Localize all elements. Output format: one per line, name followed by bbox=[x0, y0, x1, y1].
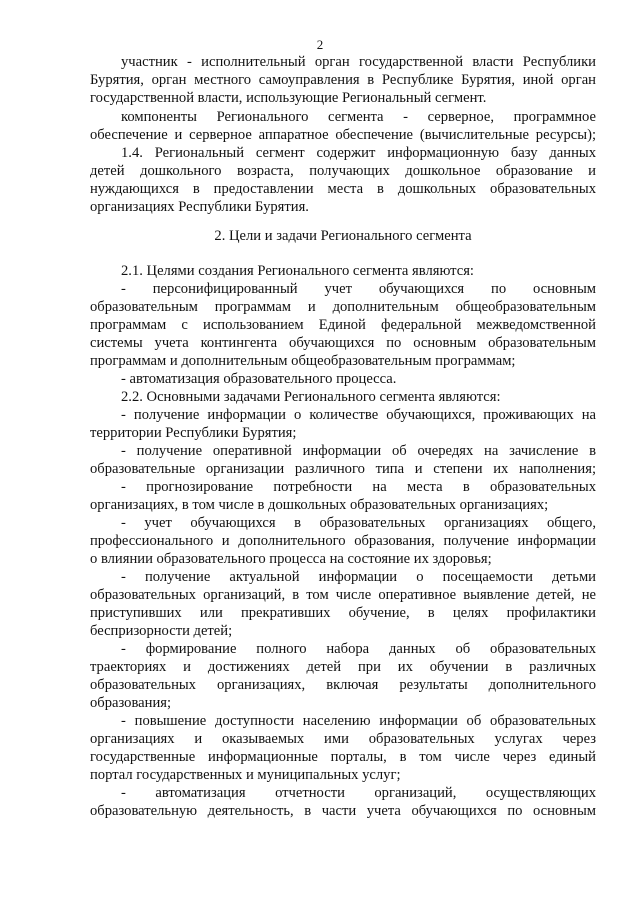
text-line: образовательную деятельность, в части учета обучающихся по основным bbox=[90, 803, 596, 819]
section-heading: 2. Цели и задачи Регионального сегмента bbox=[214, 228, 472, 244]
text-line: программам с использованием Единой федеральной межведомственной bbox=[90, 317, 596, 333]
text-line: - формирование полного набора данных об образовательных bbox=[121, 641, 596, 657]
text-line: траекториях и достижениях детей при их обучении в различных bbox=[90, 659, 596, 675]
text-line: обеспечение и серверное аппаратное обеспечение (вычислительные ресурсы); bbox=[90, 127, 596, 143]
text-line: государственной власти, использующие Региональный сегмент. bbox=[90, 90, 487, 106]
text-line: о влиянии образовательного процесса на состояние их здоровья; bbox=[90, 551, 492, 567]
text-line: - получение информации о количестве обучающихся, проживающих на bbox=[121, 407, 596, 423]
text-line: участник - исполнительный орган государственной власти Республики bbox=[121, 54, 596, 70]
text-line: 2.2. Основными задачами Регионального сегмента являются: bbox=[121, 389, 501, 405]
text-line: - персонифицированный учет обучающихся по основным bbox=[121, 281, 596, 297]
text-line: образовательные организации различного типа и степени их наполнения; bbox=[90, 461, 596, 477]
text-line: системы учета контингента обучающихся по основным образовательным bbox=[90, 335, 596, 351]
text-line: компоненты Регионального сегмента - серверное, программное bbox=[121, 109, 596, 125]
text-line: программам и дополнительным общеобразовательным программам; bbox=[90, 353, 516, 369]
page-number: 2 bbox=[316, 37, 324, 52]
text-line: государственные информационные порталы, в том числе через единый bbox=[90, 749, 596, 765]
text-line: образовательных организаций, в том числе оперативное выявление детей, не bbox=[90, 587, 596, 603]
text-line: 1.4. Региональный сегмент содержит информационную базу данных bbox=[121, 145, 596, 161]
text-line: территории Республики Бурятия; bbox=[90, 425, 297, 441]
text-line: - повышение доступности населению информации об образовательных bbox=[121, 713, 596, 729]
text-line: - автоматизация отчетности организаций, осуществляющих bbox=[121, 785, 596, 801]
text-line: беспризорности детей; bbox=[90, 623, 233, 639]
text-line: - учет обучающихся в образовательных организациях общего, bbox=[121, 515, 596, 531]
text-line: организациях Республики Бурятия. bbox=[90, 199, 309, 215]
text-line: портал государственных и муниципальных услуг; bbox=[90, 767, 401, 783]
text-line: образования; bbox=[90, 695, 172, 711]
text-line: - прогнозирование потребности на места в образовательных bbox=[121, 479, 596, 495]
text-line: профессионального и дополнительного образования, получение информации bbox=[90, 533, 596, 549]
text-line: образовательным программам и дополнительным общеобразовательным bbox=[90, 299, 596, 315]
text-line: организациях и оказываемых ими образовательных услугах через bbox=[90, 731, 596, 747]
text-line: 2.1. Целями создания Регионального сегмента являются: bbox=[121, 263, 474, 279]
text-line: детей дошкольного возраста, получающих дошкольное образование и bbox=[90, 163, 596, 179]
text-line: - получение актуальной информации о посещаемости детьми bbox=[121, 569, 596, 585]
text-line: - автоматизация образовательного процесса. bbox=[121, 371, 397, 387]
text-line: Бурятия, орган местного самоуправления в Республике Бурятия, иной орган bbox=[90, 72, 596, 88]
text-line: - получение оперативной информации об очередях на зачисление в bbox=[121, 443, 596, 459]
text-line: приступивших или прекративших обучение, в целях профилактики bbox=[90, 605, 596, 621]
text-line: нуждающихся в предоставлении места в дошкольных образовательных bbox=[90, 181, 596, 197]
text-line: организациях, в том числе в дошкольных образовательных организациях; bbox=[90, 497, 549, 513]
text-line: образовательных организациях, включая результаты дополнительного bbox=[90, 677, 596, 693]
